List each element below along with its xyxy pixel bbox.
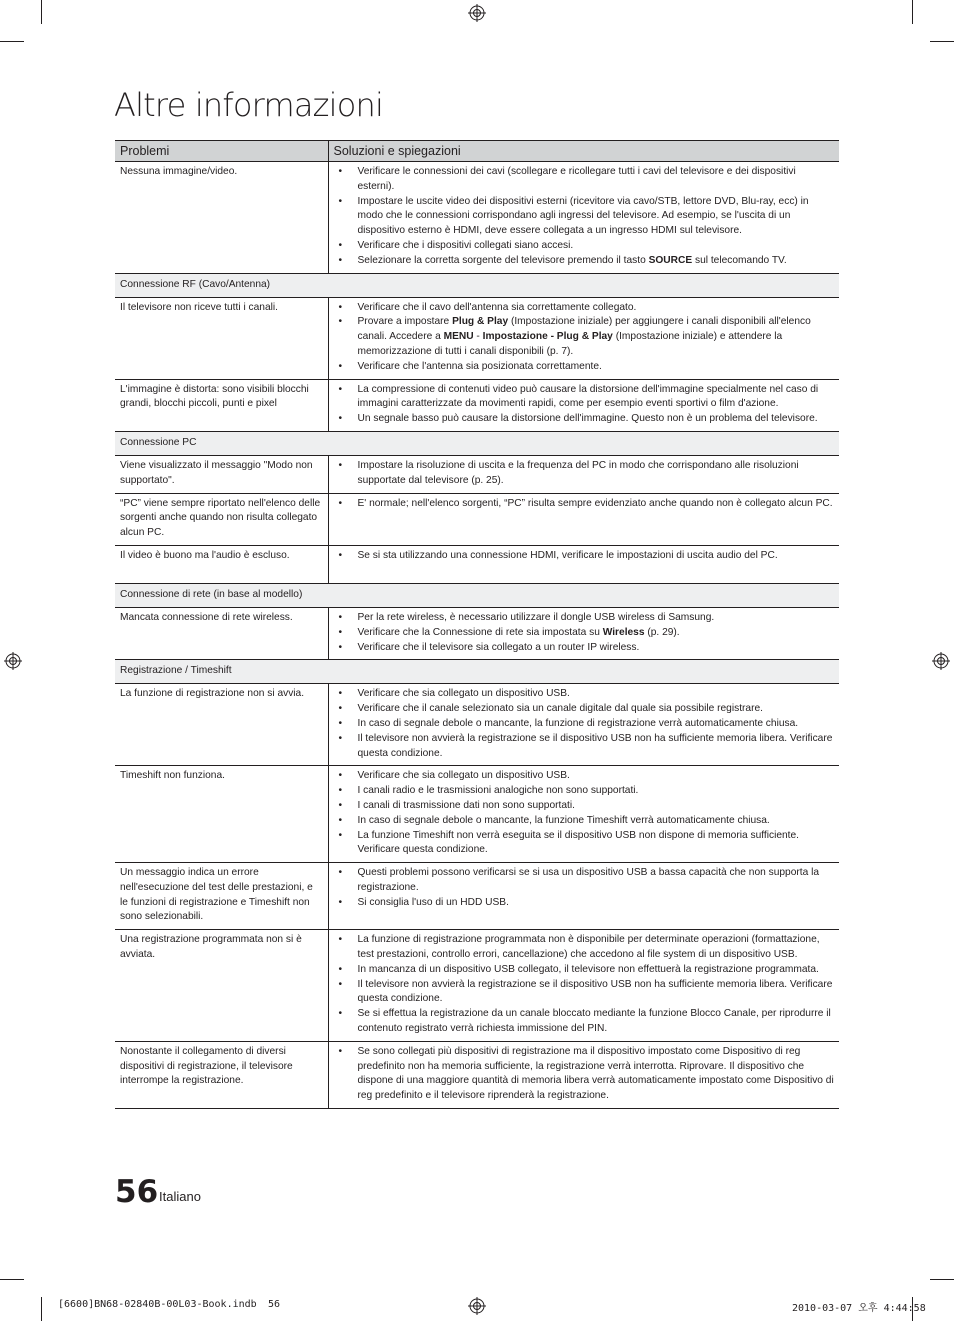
solution-item <box>337 195 836 239</box>
solution-text: Se si effettua la registrazione da un canale bloccato mediante la funzione Blocco Canale, per riprodurre il contenuto registrato verrà richiesta immissione del PIN. <box>357 1008 831 1035</box>
table-body <box>115 162 839 1109</box>
print-slug-page: 56 <box>268 1299 281 1310</box>
solution-item <box>337 933 836 963</box>
crop-mark <box>0 1279 24 1280</box>
crop-mark <box>930 41 954 42</box>
solution-text: In mancanza di un dispositivo USB collegato, il televisore non effettuerà la registrazione programmata. <box>357 963 819 975</box>
solution-item <box>337 717 836 732</box>
solution-item <box>337 626 836 641</box>
solution-text: I canali radio e le trasmissioni analogiche non sono supportati. <box>357 785 639 797</box>
solution-text: E' normale; nell'elenco sorgenti, “PC” risulta sempre evidenziato anche quando non è collegato alcun PC. <box>357 497 833 509</box>
solution-text: Impostare la risoluzione di uscita e la frequenza del PC in modo che corrispondano alle risoluzioni supportate dal televisore (p. 25). <box>357 459 799 486</box>
registration-mark-icon <box>932 652 950 670</box>
solution-item <box>337 254 836 269</box>
page-number: 56 <box>115 1174 159 1210</box>
solution-item <box>337 799 836 814</box>
table-row <box>115 493 839 545</box>
solution-cell <box>328 455 839 493</box>
solution-list <box>337 687 836 761</box>
solution-text: - <box>473 331 483 343</box>
problem-cell: L'immagine è distorta: sono visibili blocchi grandi, blocchi piccoli, punti e pixel <box>115 379 328 431</box>
solution-bold-text: Impostazione - Plug & Play <box>482 331 613 343</box>
page-title: Altre informazioni <box>114 86 384 124</box>
problem-cell: Timeshift non funziona. <box>115 766 328 863</box>
solution-bold-text: Wireless <box>602 626 645 638</box>
table-row <box>115 545 839 583</box>
solution-item <box>337 814 836 829</box>
solution-item <box>337 978 836 1008</box>
crop-mark <box>41 0 42 24</box>
solution-list <box>337 459 836 489</box>
problem-cell: Una registrazione programmata non si è avviata. <box>115 930 328 1042</box>
table-row <box>115 1041 839 1108</box>
solution-item <box>337 165 836 195</box>
solution-item <box>337 732 836 762</box>
crop-mark <box>41 1297 42 1321</box>
print-slug-datetime: 2010-03-07 오후 4:44:58 <box>792 1303 926 1314</box>
solution-text: Verificare che sia collegato un dispositivo USB. <box>357 770 570 782</box>
crop-mark <box>930 1279 954 1280</box>
table-row <box>115 379 839 431</box>
table-row <box>115 766 839 863</box>
solution-text: (Impostazione iniziale) per aggiungere i canali disponibili all'elenco canali. Accedere a <box>357 316 811 343</box>
problem-cell: Un messaggio indica un errore nell'esecuzione del test delle prestazioni, e le funzioni di registrazione e Timeshift non sono selezionabili. <box>115 863 328 930</box>
solution-text: In caso di segnale debole o mancante, la funzione Timeshift verrà automaticamente chiusa. <box>357 814 770 826</box>
table-row <box>115 930 839 1042</box>
section-header-row <box>115 660 839 684</box>
page-language: Italiano <box>159 1189 201 1204</box>
solution-cell <box>328 930 839 1042</box>
solution-text: Verificare che la Connessione di rete sia impostata su <box>357 626 603 638</box>
crop-mark <box>0 41 24 42</box>
column-header-solutions: Soluzioni e spiegazioni <box>328 141 839 162</box>
solution-text: Selezionare la corretta sorgente del televisore premendo il tasto <box>357 254 649 266</box>
section-header-row <box>115 583 839 607</box>
solution-item <box>337 549 836 564</box>
solution-cell <box>328 863 839 930</box>
solution-item <box>337 301 836 316</box>
section-title: Connessione PC <box>115 431 839 455</box>
solution-item <box>337 829 836 859</box>
crop-mark <box>912 0 913 24</box>
solution-list <box>337 165 836 269</box>
solution-text: Per la rete wireless, è necessario utilizzare il dongle USB wireless di Samsung. <box>357 611 715 623</box>
solution-text: (Impostazione iniziale) e attendere la memorizzazione di tutti i canali disponibili (p. 7). <box>357 331 783 357</box>
section-header-row <box>115 273 839 297</box>
table-row <box>115 297 839 379</box>
solution-text: Provare a impostare <box>357 316 453 328</box>
solution-text: La funzione Timeshift non verrà eseguita se il dispositivo USB non dispone di memoria sufficiente. Verificare questa condizione. <box>357 829 800 856</box>
solution-item <box>337 641 836 656</box>
problem-cell: Nessuna immagine/video. <box>115 162 328 274</box>
solution-text: (p. 29). <box>644 626 680 638</box>
solution-item <box>337 315 836 359</box>
section-title: Connessione RF (Cavo/Antenna) <box>115 273 839 297</box>
table-header-row <box>115 141 839 162</box>
solution-text: La funzione di registrazione programmata non è disponibile per determinate operazioni (formattazione, test prestazioni, controllo errori, cancellazione) che accedono al file system di un dispositivo USB. <box>357 934 820 961</box>
solution-cell <box>328 493 839 545</box>
table-row <box>115 607 839 659</box>
solution-item <box>337 360 836 375</box>
solution-list <box>337 549 836 564</box>
solution-cell <box>328 545 839 583</box>
solution-item <box>337 239 836 254</box>
table-row <box>115 162 839 274</box>
solution-text: Il televisore non avvierà la registrazione se il dispositivo USB non ha sufficiente memoria libera. Verificare questa condizione. <box>357 978 833 1005</box>
solution-text: Verificare che sia collegato un dispositivo USB. <box>357 688 570 700</box>
solution-item <box>337 963 836 978</box>
solution-text: Verificare che il cavo dell'antenna sia correttamente collegato. <box>357 301 637 313</box>
solution-list <box>337 933 836 1037</box>
solution-item <box>337 412 836 427</box>
section-header-row <box>115 431 839 455</box>
registration-mark-icon <box>4 652 22 670</box>
solution-text: Verificare che i dispositivi collegati siano accesi. <box>357 239 574 251</box>
solution-text: Impostare le uscite video dei dispositivi esterni (ricevitore via cavo/STB, lettore DVD, Blu-ray, ecc) in modo che le connessioni corrispondano agli ingressi del televisore. Ad esempio, se l'uscita di un dispositivo esterno è HDMI, deve essere collegata a un ingresso HDMI sul televisore. <box>357 195 809 237</box>
solution-list <box>337 1045 836 1104</box>
solution-cell <box>328 684 839 766</box>
problem-cell: Il televisore non riceve tutti i canali. <box>115 297 328 379</box>
solution-cell <box>328 607 839 659</box>
solution-list <box>337 497 836 512</box>
problem-cell: Il video è buono ma l'audio è escluso. <box>115 545 328 583</box>
solution-list <box>337 383 836 427</box>
solution-cell <box>328 297 839 379</box>
solution-list <box>337 866 836 910</box>
solution-cell <box>328 379 839 431</box>
solution-text: Si consiglia l'uso di un HDD USB. <box>357 896 509 908</box>
solution-item <box>337 1007 836 1037</box>
solution-list <box>337 611 836 655</box>
solution-text: Se sono collegati più dispositivi di registrazione ma il dispositivo impostato come Dispositivo di reg predefinito non ha memoria sufficiente, la registrazione verrà interrotta. Riprovare. Il dispositivo che dispone di una maggiore quantità di memoria libera verrà automaticamente impostato come Dispositivo di reg predefinito e il televisore riprenderà la registrazione. <box>357 1045 834 1102</box>
solution-text: Verificare che il televisore sia collegato a un router IP wireless. <box>357 641 640 653</box>
solution-bold-text: Plug & Play <box>452 316 509 328</box>
solution-item <box>337 896 836 911</box>
solution-list <box>337 301 836 375</box>
problem-cell: Viene visualizzato il messaggio "Modo non supportato". <box>115 455 328 493</box>
solution-cell <box>328 766 839 863</box>
solution-item <box>337 459 836 489</box>
solution-cell <box>328 162 839 274</box>
solution-text: Un segnale basso può causare la distorsione dell'immagine. Questo non è un problema del televisore. <box>357 413 818 425</box>
solution-text: Questi problemi possono verificarsi se si usa un dispositivo USB a bassa capacità che non supporta la registrazione. <box>357 867 820 893</box>
solution-item <box>337 784 836 799</box>
solution-item <box>337 1045 836 1104</box>
solution-text: Verificare le connessioni dei cavi (scollegare e ricollegare tutti i cavi del televisore e dei dispositivi esterni). <box>357 166 796 192</box>
solution-bold-text: MENU <box>443 331 474 343</box>
solution-text: In caso di segnale debole o mancante, la funzione di registrazione verrà automaticamente chiusa. <box>357 717 799 729</box>
solution-item <box>337 702 836 717</box>
solution-item <box>337 866 836 896</box>
solution-text: sul telecomando TV. <box>692 254 787 266</box>
problem-cell: Nonostante il collegamento di diversi dispositivi di registrazione, il televisore interrompe la registrazione. <box>115 1041 328 1108</box>
solution-item <box>337 383 836 413</box>
column-header-problems: Problemi <box>115 141 328 162</box>
registration-mark-icon <box>468 4 486 22</box>
solution-text: Se si sta utilizzando una connessione HDMI, verificare le impostazioni di uscita audio del PC. <box>357 549 778 561</box>
table-row <box>115 863 839 930</box>
solution-text: I canali di trasmissione dati non sono supportati. <box>357 799 575 811</box>
print-slug-filename: [6600]BN68-02840B-00L03-Book.indb <box>58 1299 257 1310</box>
registration-mark-icon <box>468 1297 486 1315</box>
solution-item <box>337 687 836 702</box>
solution-item <box>337 769 836 784</box>
solution-text: Verificare che l'antenna sia posizionata correttamente. <box>357 360 602 372</box>
problem-cell: Mancata connessione di rete wireless. <box>115 607 328 659</box>
solution-text: Verificare che il canale selezionato sia un canale digitale dal quale sia possibile registrare. <box>357 703 763 715</box>
solution-text: La compressione di contenuti video può causare la distorsione dell'immagine specialmente nel caso di immagini caratterizzate da movimenti rapidi, come per esempio eventi sportivi o film d'azione. <box>357 383 819 410</box>
table-row <box>115 455 839 493</box>
solution-item <box>337 611 836 626</box>
table-row <box>115 684 839 766</box>
troubleshooting-table <box>115 140 839 1109</box>
solution-cell <box>328 1041 839 1108</box>
problem-cell: “PC” viene sempre riportato nell'elenco delle sorgenti anche quando non risulta collegato alcun PC. <box>115 493 328 545</box>
solution-text: Il televisore non avvierà la registrazione se il dispositivo USB non ha sufficiente memoria libera. Verificare questa condizione. <box>357 732 833 759</box>
solution-item <box>337 497 836 512</box>
section-title: Connessione di rete (in base al modello) <box>115 583 839 607</box>
solution-list <box>337 769 836 858</box>
solution-bold-text: SOURCE <box>648 254 693 266</box>
problem-cell: La funzione di registrazione non si avvia. <box>115 684 328 766</box>
section-title: Registrazione / Timeshift <box>115 660 839 684</box>
